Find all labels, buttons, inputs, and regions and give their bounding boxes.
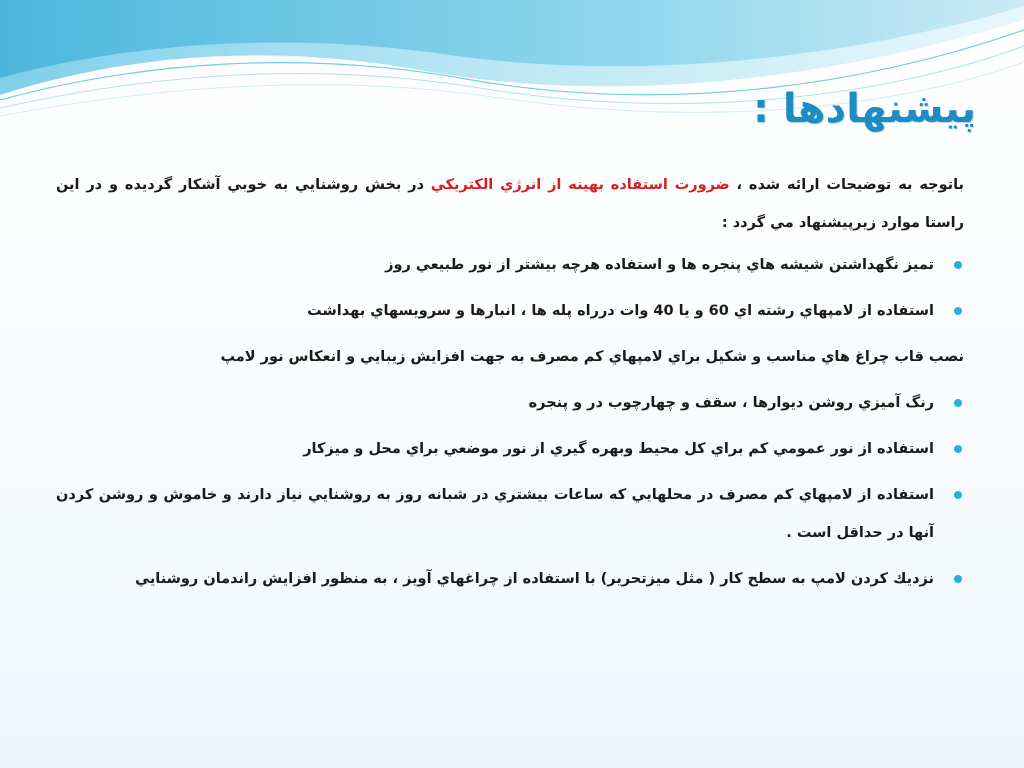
intro-paragraph (56, 166, 964, 242)
bullet-text: نزديك كردن لامپ به سطح كار ( مثل ميزتحرير) با استفاده از چراغهاي آويز ، به منظور افزايش راندمان روشنايي (135, 571, 934, 587)
bullet-dot-icon (954, 307, 962, 315)
plain-text: نصب قاب چراغ هاي مناسب و شكيل براي لامپهاي كم مصرف به جهت افزايش زيبايي و انعكاس نور لامپ (220, 349, 964, 365)
intro-highlight: ضرورت استفاده بهينه از انرژي الكتريكي (430, 177, 730, 193)
bullet-item (56, 246, 964, 284)
bullet-dot-icon (954, 575, 962, 583)
bullet-dot-icon (954, 399, 962, 407)
bullet-item (56, 476, 964, 552)
slide-body (56, 166, 964, 606)
bullet-text: استفاده از نور عمومي كم براي كل محيط وبهره گيري از نور موضعي براي محل و ميزكار (303, 441, 934, 457)
bullet-text: استفاده از لامپهاي كم مصرف در محلهايي كه ساعات بيشتري در شبانه روز به روشنايي نياز دارند و خاموش و روشن كردن آنها در حداقل است . (56, 487, 934, 541)
bullet-item (56, 560, 964, 598)
bullet-text: استفاده از لامپهاي رشته اي 60 و يا 40 وات درراه پله ها ، انبارها و سرويسهاي بهداشت (307, 303, 934, 319)
bullet-text: رنگ آميزي روشن ديوارها ، سقف و چهارچوب در و پنجره (528, 395, 934, 411)
bullet-dot-icon (954, 491, 962, 499)
intro-text-after: در بخش روشنايي به خوبي آشكار گرديده و در اين راستا موارد زيرپيشنهاد مي گردد : (56, 177, 964, 231)
bullet-text: تميز نگهداشتن شيشه هاي پنجره ها و استفاده هرچه بيشتر از نور طبيعي روز (385, 257, 934, 273)
bullet-item (56, 292, 964, 330)
intro-text-before: باتوجه به توضيحات ارائه شده ، (729, 177, 964, 193)
slide-title: پيشنهادها : (752, 86, 976, 132)
bullet-dot-icon (954, 445, 962, 453)
bullet-item (56, 384, 964, 422)
plain-item (56, 338, 964, 376)
bullet-item (56, 430, 964, 468)
bullet-dot-icon (954, 261, 962, 269)
